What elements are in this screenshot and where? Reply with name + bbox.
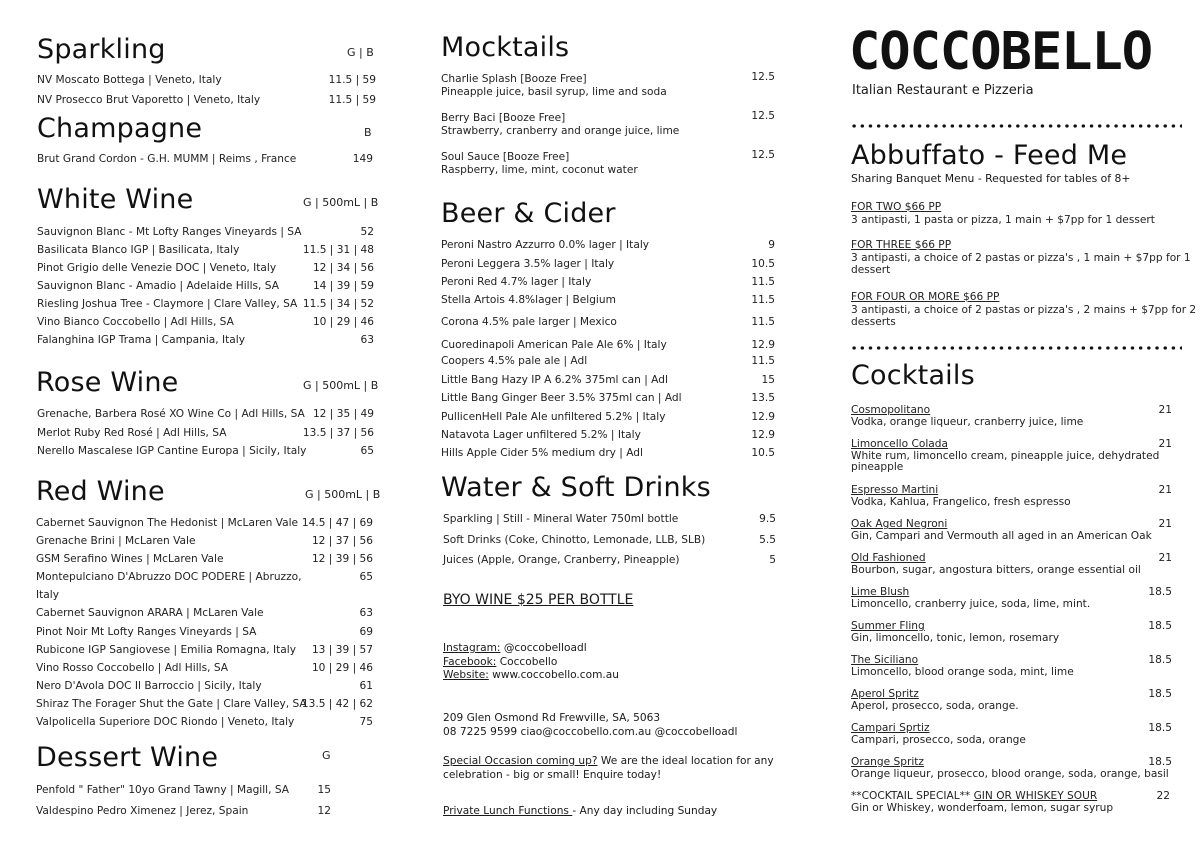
brand-tagline: Italian Restaurant e Pizzeria: [852, 83, 1034, 98]
section-title-champagne: Champagne: [37, 113, 203, 144]
social-links: [443, 642, 619, 683]
byo-notice: BYO WINE $25 PER BOTTLE: [443, 592, 634, 608]
cocktail-item: Espresso Martini Vodka, Kahlua, Frangelico, fresh espresso 21: [851, 484, 1172, 508]
cocktail-item: Cosmopolitano Vodka, orange liqueur, cranberry juice, lime 21: [851, 404, 1172, 428]
cocktail-item: Old Fashioned Bourbon, sugar, angostura bitters, orange essential oil 21: [851, 552, 1172, 576]
phone-email: 08 7225 9599 ciao@coccobello.com.au @coccobelloadl: [443, 725, 738, 738]
section-title-beer-cider: Beer & Cider: [441, 198, 616, 229]
instagram-handle[interactable]: @coccobelloadl: [500, 642, 587, 654]
mocktail-item: Charlie Splash [Booze Free] Pineapple juice, basil syrup, lime and soda 12.5: [441, 71, 775, 98]
red-wine-columns: G | 500mL | B: [305, 488, 381, 501]
website-label[interactable]: Website:: [443, 669, 489, 681]
banquet-option: FOR TWO $66 PP 3 antipasti, 1 pasta or pizza, 1 main + $7pp for 1 dessert: [851, 201, 1155, 226]
contact-info: [443, 712, 737, 739]
section-title-mocktails: Mocktails: [441, 32, 570, 63]
section-title-water-soft-drinks: Water & Soft Drinks: [441, 472, 711, 503]
private-lunch: Private Lunch Functions - Any day including Sunday: [443, 805, 718, 817]
brand-logo: COCCOBELLO: [849, 22, 1153, 82]
dotted-divider: [850, 124, 1182, 128]
white-wine-columns: G | 500mL | B: [303, 196, 379, 209]
section-title-banquet: Abbuffato - Feed Me: [851, 140, 1128, 171]
banquet-subtitle: Sharing Banquet Menu - Requested for tables of 8+: [851, 172, 1131, 185]
banquet-option: FOR THREE $66 PP 3 antipasti, a choice of 2 pastas or pizza's , 1 main + $7pp for 1 dessert: [851, 239, 1191, 276]
sparkling-columns: G | B: [347, 46, 374, 59]
section-title-sparkling: Sparkling: [37, 34, 166, 65]
cocktail-item: The Siciliano Limoncello, blood orange soda, mint, lime 18.5: [851, 654, 1172, 678]
cocktail-item: Orange Spritz Orange liqueur, prosecco, blood orange, soda, orange, basil 18.5: [851, 756, 1172, 780]
cocktail-item: Lime Blush Limoncello, cranberry juice, soda, lime, mint. 18.5: [851, 586, 1172, 610]
cocktail-item: Campari Sprtiz Campari, prosecco, soda, orange 18.5: [851, 722, 1172, 746]
mocktail-item: Soul Sauce [Booze Free] Raspberry, lime, mint, coconut water 12.5: [441, 149, 775, 176]
section-title-rose-wine: Rose Wine: [36, 367, 179, 398]
banquet-option: FOR FOUR OR MORE $66 PP 3 antipasti, a choice of 2 pastas or pizza's , 2 mains + $7pp for 2 desserts: [851, 291, 1197, 328]
private-lunch-link[interactable]: Private Lunch Functions: [443, 805, 573, 817]
section-title-dessert-wine: Dessert Wine: [36, 742, 219, 773]
section-title-cocktails: Cocktails: [851, 360, 975, 391]
mocktail-item: Berry Baci [Booze Free] Strawberry, cranberry and orange juice, lime 12.5: [441, 110, 775, 137]
website-url[interactable]: www.coccobello.com.au: [488, 669, 619, 681]
dotted-divider: [850, 346, 1182, 350]
cocktail-item: Aperol Spritz Aperol, prosecco, soda, orange. 18.5: [851, 688, 1172, 712]
section-title-red-wine: Red Wine: [36, 476, 165, 507]
instagram-label[interactable]: Instagram:: [443, 642, 501, 654]
rose-wine-columns: G | 500mL | B: [303, 379, 379, 392]
facebook-handle[interactable]: Coccobello: [496, 655, 558, 668]
special-occasion-link[interactable]: Special Occasion coming up?: [443, 755, 598, 767]
cocktail-item: Summer Fling Gin, limoncello, tonic, lemon, rosemary 18.5: [851, 620, 1172, 644]
champagne-columns: B: [364, 126, 372, 139]
cocktail-special: **COCKTAIL SPECIAL** GIN OR WHISKEY SOUR Gin or Whiskey, wonderfoam, lemon, sugar syrup 22: [851, 790, 1170, 814]
section-title-white-wine: White Wine: [37, 184, 194, 215]
special-occasion: Special Occasion coming up? We are the ideal location for any celebration - big or small! Enquire today!: [443, 755, 774, 781]
facebook-label[interactable]: Facebook:: [443, 655, 497, 668]
dessert-wine-columns: G: [322, 749, 331, 762]
cocktail-item: Limoncello Colada White rum, limoncello cream, pineapple juice, dehydrated pineapple 21: [851, 438, 1172, 473]
cocktail-item: Oak Aged Negroni Gin, Campari and Vermouth all aged in an American Oak 21: [851, 518, 1172, 542]
list-item-continuation: Italy: [36, 589, 59, 601]
address: 209 Glen Osmond Rd Frewville, SA, 5063: [443, 712, 661, 724]
